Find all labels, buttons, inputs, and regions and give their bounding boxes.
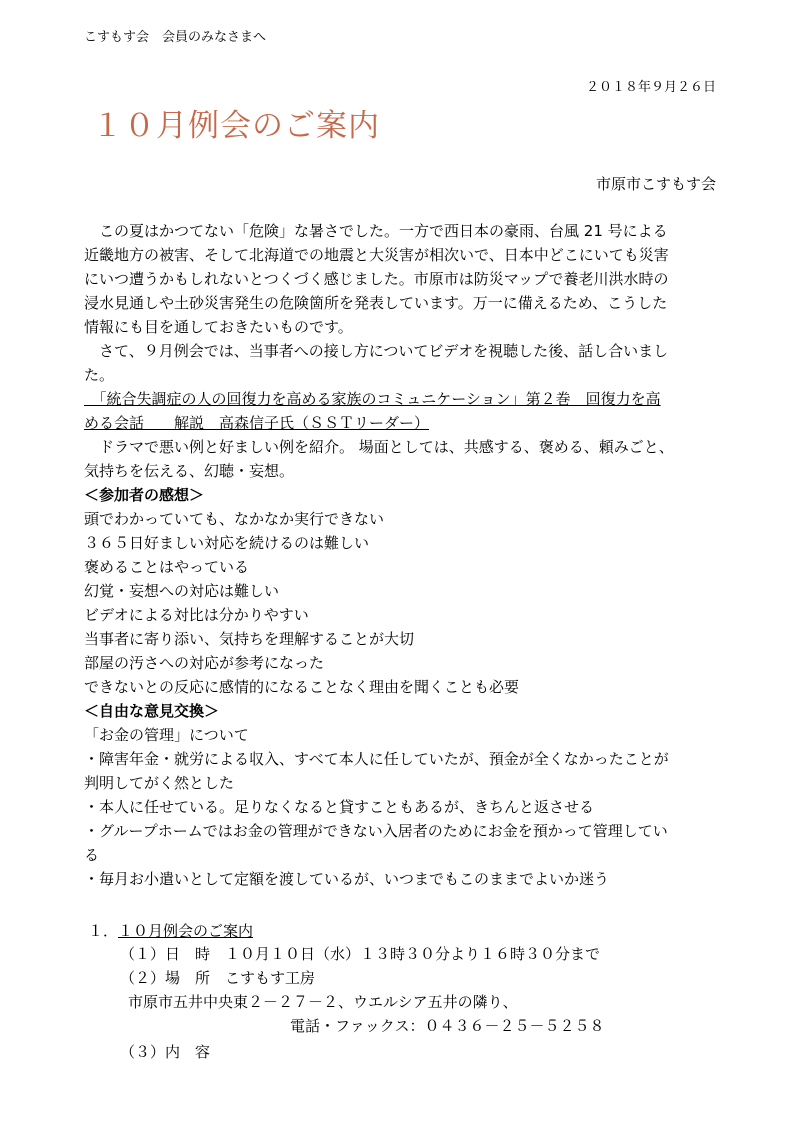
impressions-heading: ＜参加者の感想＞ (84, 486, 205, 504)
organization: 市原市こすもす会 (595, 175, 716, 193)
meeting-section (88, 919, 253, 943)
exchange-line: 判明してがく然とした (84, 774, 235, 792)
intro-line: さて、９月例会では、当事者への接し方についてビデオを視聴した後、話し合いまし (84, 342, 669, 360)
video-title-line: 「統合失調症の人の回復力を高める家族のコミュニケーション」第２巻 回復力を高 (84, 390, 661, 408)
exchange-line: ・毎月お小遣いとして定額を渡しているが、いつまでもこのままでよいか迷う (84, 870, 610, 888)
impression-item: 褒めることはやっている (84, 558, 250, 576)
video-description-line: 気持ちを伝える、幻聴・妄想。 (84, 462, 295, 480)
impression-item: 当事者に寄り添い、気持ちを理解することが大切 (84, 630, 415, 648)
video-description-line: ドラマで悪い例と好ましい例を紹介。 場面としては、共感する、褒める、頼みごと、 (84, 438, 674, 456)
page-title: １０月例会のご案内 (92, 108, 380, 144)
exchange-line: ・グループホームではお金の管理ができない入居者のためにお金を預かって管理してい (84, 822, 668, 840)
meeting-heading-row (88, 919, 253, 943)
meeting-content: （３）内 容 (120, 1043, 211, 1061)
intro-line: 近畿地方の被害、そして北海道での地震と大災害が相次いで、日本中どこにいても災害 (84, 246, 669, 264)
meeting-number: １． (88, 922, 119, 940)
impression-item: 部屋の汚さへの対応が参考になった (84, 654, 325, 672)
intro-paragraph (84, 219, 724, 891)
exchange-line: る (84, 846, 100, 864)
impression-item: できないとの反応に感情的になることなく理由を聞くことも必要 (84, 678, 520, 696)
intro-line: た。 (84, 366, 115, 384)
impression-item: 幻覚・妄想への対応は難しい (84, 582, 280, 600)
impression-item: 頭でわかっていても、なかなか実行できない (84, 510, 385, 528)
impression-item: ３６５日好ましい対応を続けるのは難しい (84, 534, 370, 552)
meeting-address: 市原市五井中央東２－２７－２、ウエルシア五井の隣り、 (128, 993, 518, 1011)
exchange-topic: 「お金の管理」について (84, 726, 249, 744)
impression-item: ビデオによる対比は分かりやすい (84, 606, 309, 624)
intro-line: 浸水見通しや土砂災害発生の危険箇所を発表しています。万一に備えるため、こうした (84, 294, 668, 312)
date: ２０１８年９月２６日 (585, 80, 716, 95)
intro-line: にいつ遭うかもしれないとつくづく感じました。市原市は防災マップで養老川洪水時の (84, 270, 669, 288)
exchange-line: ・本人に任せている。足りなくなると貸すこともあるが、きちんと返させる (84, 798, 595, 816)
exchange-line: ・障害年金・就労による収入、すべて本人に任していたが、預金が全くなかったことが (84, 750, 669, 768)
intro-line: 情報にも目を通しておきたいものです。 (84, 318, 353, 336)
greeting: こすもす会 会員のみなさまへ (84, 30, 267, 45)
exchange-heading: ＜自由な意見交換＞ (84, 702, 220, 720)
meeting-heading: １０月例会のご案内 (118, 922, 254, 940)
meeting-phone: 電話・ファックス：０４３６－２５－５２５８ (290, 1017, 605, 1035)
meeting-datetime: （１）日 時 １０月１０日（水）１３時３０分より１６時３０分まで (120, 945, 601, 963)
video-title-line: める会話 解説 高森信子氏（ＳＳＴリーダー） (84, 414, 430, 432)
meeting-place: （２）場 所 こすもす工房 (120, 969, 316, 987)
intro-line: この夏はかつてない「危険」な暑さでした。一方で西日本の豪雨、台風 21 号による (84, 222, 668, 240)
